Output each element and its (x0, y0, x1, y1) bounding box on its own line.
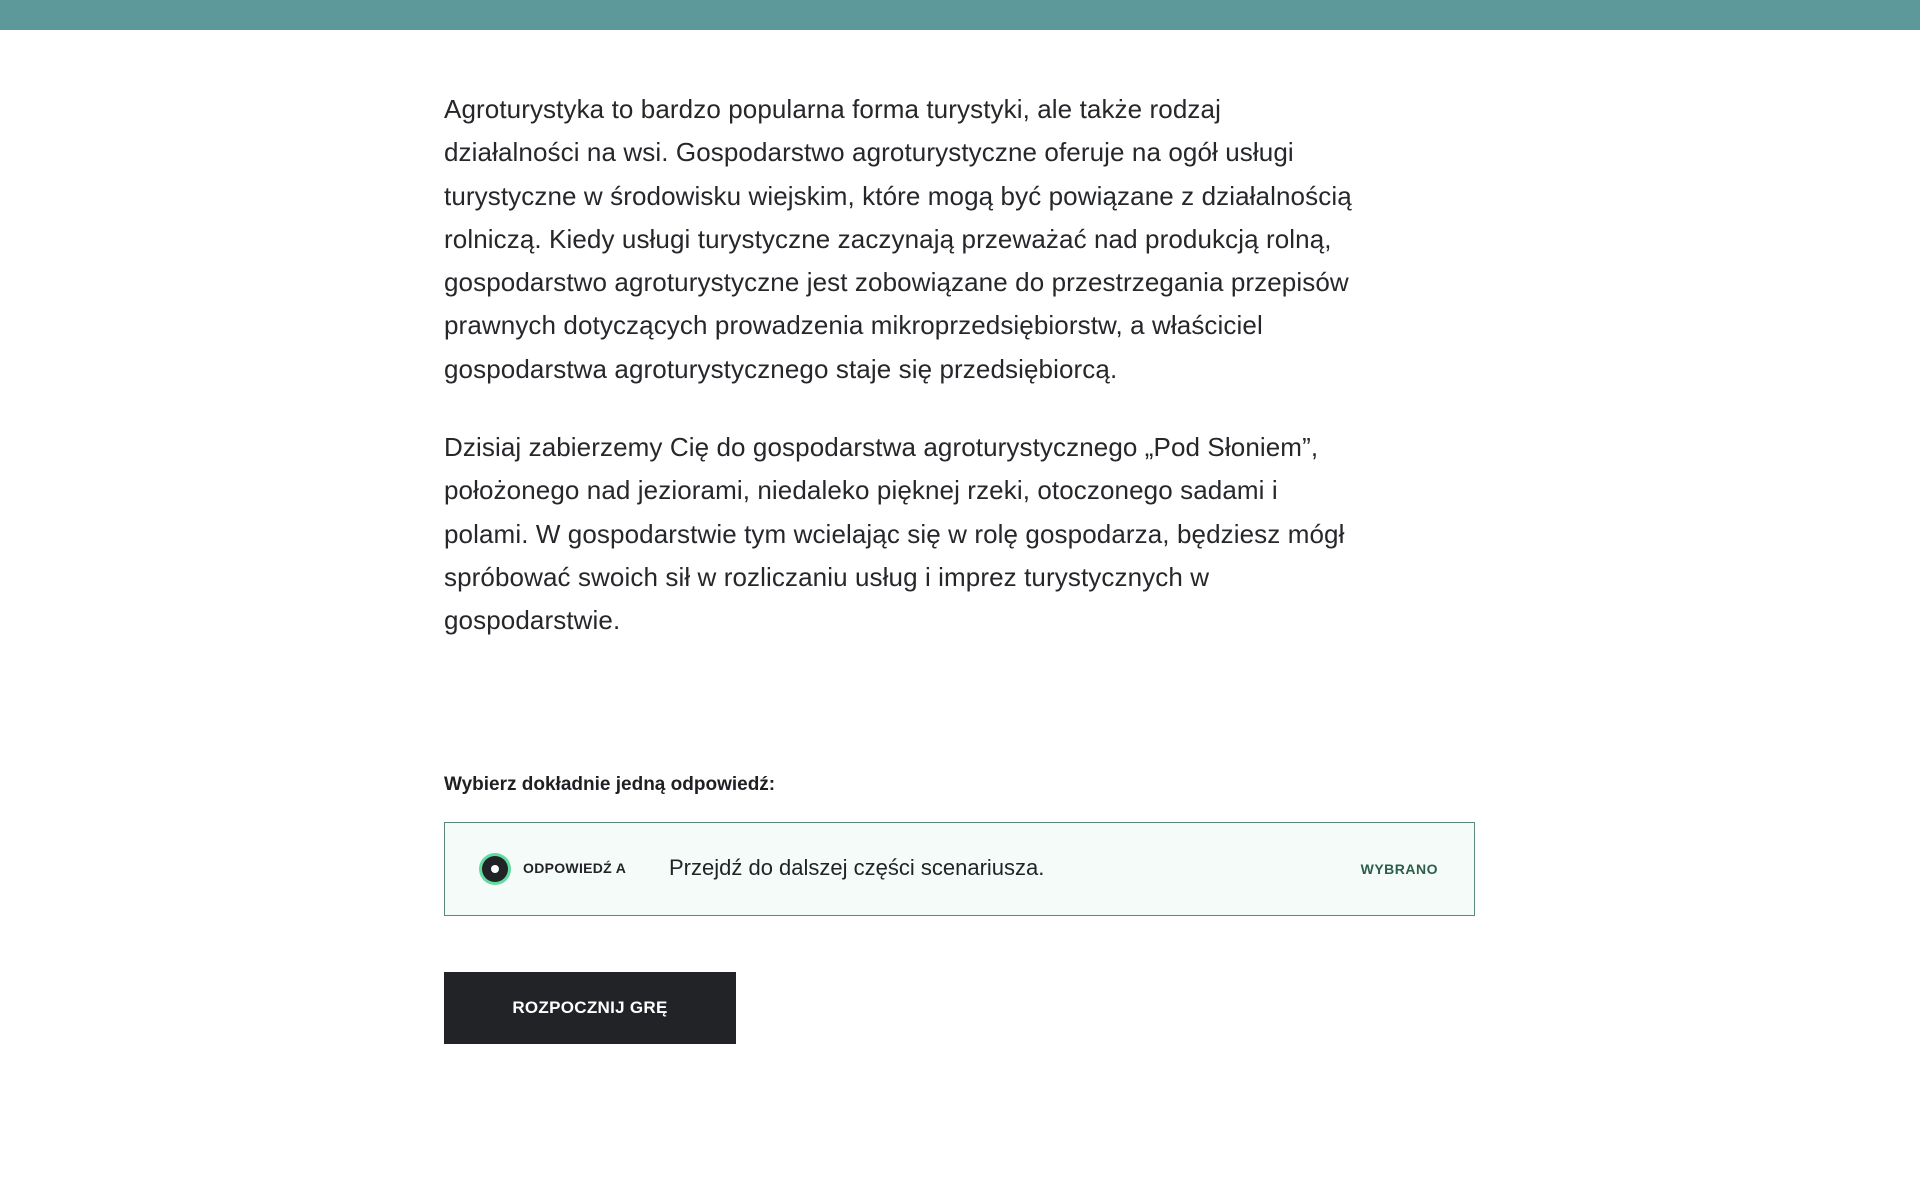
answer-label: ODPOWIEDŹ A (523, 860, 627, 876)
answer-option-a[interactable] (444, 822, 1475, 916)
radio-dot-icon (491, 865, 499, 873)
answer-text: Przejdź do dalszej części scenariusza. (669, 855, 1045, 880)
start-game-button[interactable]: ROZPOCZNIJ GRĘ (444, 972, 736, 1044)
intro-content (444, 88, 1476, 678)
intro-paragraph-1: Agroturystyka to bardzo popularna forma turystyki, ale także rodzaj działalności na wsi. Gospodarstwo agroturystyczne oferuje na ogół usługi turystyczne w środowisku wiejskim, które mogą być powiązane z działalnością rolniczą. Kiedy usługi turystyczne zaczynają przeważać nad produkcją rolną, gospodarstwo agroturystyczne jest zobowiązane do przestrzegania przepisów prawnych dotyczących prowadzenia mikroprzedsiębiorstw, a właściciel gospodarstwa agroturystycznego staje się przedsiębiorcą. (444, 94, 1352, 384)
answer-selected-status: WYBRANO (1360, 861, 1438, 877)
intro-paragraph-2: Dzisiaj zabierzemy Cię do gospodarstwa agroturystycznego „Pod Słoniem”, położonego nad jeziorami, niedaleko pięknej rzeki, otoczonego sadami i polami. W gospodarstwie tym wcielając się w rolę gospodarza, będziesz mógł spróbować swoich sił w rozliczaniu usług i imprez turystycznych w gospodarstwie. (444, 432, 1345, 636)
radio-selected-icon[interactable] (482, 856, 508, 882)
top-bar (0, 0, 1920, 30)
question-prompt: Wybierz dokładnie jedną odpowiedź: (444, 774, 776, 795)
